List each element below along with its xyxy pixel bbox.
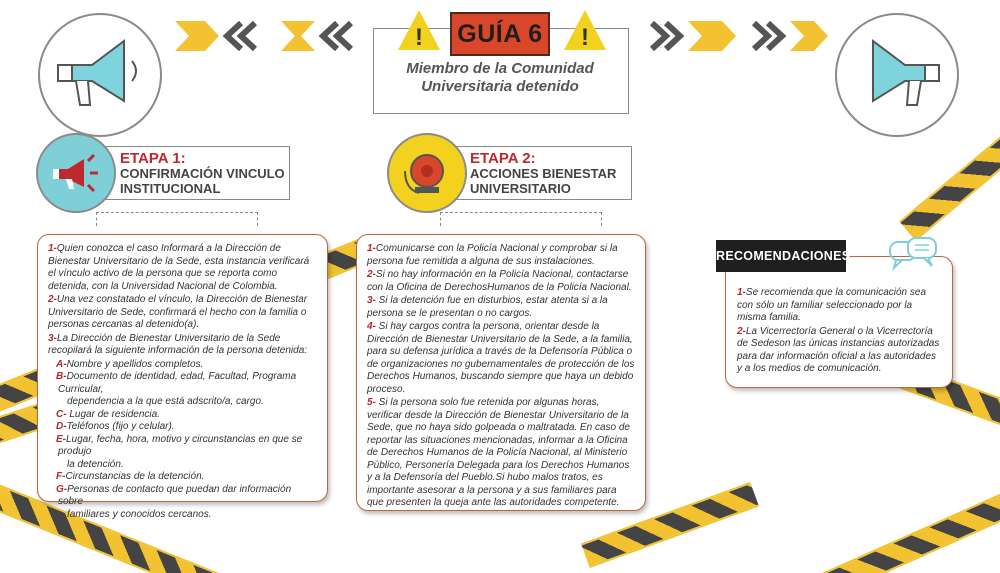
stage-2-name-line-2: UNIVERSITARIO — [470, 181, 571, 196]
stage-2-step-1: 1-Comunicarse con la Policía Nacional y comprobar si la persona fue remitida a alguna de sus instalaciones. — [367, 243, 618, 267]
stage-2-icon-badge — [387, 133, 467, 213]
stage-2-step-2: 2-Si no hay información en la Policía Nacional, contactarse con la Oficina de DerechosHumanos de la Policía Nacional. — [367, 269, 632, 293]
stage-1-name-line-2: INSTITUCIONAL — [120, 181, 221, 196]
megaphone-icon — [38, 135, 114, 211]
stage-1-name — [120, 166, 285, 196]
stage-1-content-card — [37, 234, 328, 520]
info-item-e: E-Lugar, fecha, hora, motivo y circunstancias en que se produjo — [56, 433, 303, 457]
info-item-g: G-Personas de contacto que puedan dar información sobre — [56, 483, 292, 507]
info-item-a: A-Nombre y apellidos completos. — [56, 358, 204, 370]
stage-2-name-line-1: ACCIONES BIENESTAR — [470, 166, 617, 181]
stage-2-step-3: 3- Si la detención fue en disturbios, estar atenta si a la persona se le presentan o no cargos. — [367, 295, 608, 319]
warning-triangle-icon — [562, 8, 608, 52]
caution-tape-bottom-right — [786, 483, 1000, 573]
info-item-c: C- Lugar de residencia. — [56, 408, 160, 420]
recommendation-2: 2-La Vicerrectoría General o la Vicerrectoría de Sedeson las únicas instancias autorizadas para dar información oficial a las autoridades y a los medios de comunicación. — [737, 325, 940, 374]
stage-1-icon-badge — [36, 133, 116, 213]
megaphone-icon — [40, 15, 160, 135]
warning-triangle-icon — [396, 8, 442, 52]
svg-text:!: ! — [415, 24, 423, 51]
info-item-b: B-Documento de identidad, edad, Facultad, Programa Curricular, — [56, 371, 297, 395]
stage-2-content-card — [356, 234, 646, 511]
stage-1-number: ETAPA 1: — [120, 150, 186, 167]
info-item-d: D-Teléfonos (fijo y celular). — [56, 421, 175, 432]
chevrons-left-icon — [175, 21, 355, 51]
stage-1-step-2: 2-Una vez constatado el vínculo, la Dirección de Bienestar Universitario de Sede, confirmará el hecho con la familia o personas cercanas al detenido(a). — [48, 294, 308, 330]
caution-tape-right-upper — [899, 125, 1000, 241]
stage-2-number: ETAPA 2: — [470, 150, 536, 167]
stage-2-step-5: 5- Si la persona solo fue retenida por algunas horas, verificar desde la Dirección de Bienestar Universitario de la Sede, que no haya sido golpeada o maltratada. En caso de reportar las situaciones mencionadas, informar a la Oficina de Derechos Humanos de la Policía Nacional, al Ministerio Público, Personería Delegada para los Derechos Humanos y a la Defensoría del Pueblo.Si hubo malos tratos, es importante asesorar a la persona y a sus familiares para que presenten la queja ante las autoridades competente. — [367, 397, 630, 508]
stage-2-step-4: 4- Si hay cargos contra la persona, orientar desde la Dirección de Bienestar Universitario de la Sede, a la familia, para su defensa jurídica a través de la Defensoría Pública o de organizaciones no gubernamentales de protección de los Derechos Humanos, buscando siempre que haya un debido proceso. — [367, 321, 635, 395]
alarm-bell-icon — [389, 135, 465, 211]
recommendations-title: RECOMENDACIONES — [716, 240, 846, 272]
info-item-b-cont: dependencia a la que está adscrito/a, cargo. — [67, 396, 264, 407]
guide-number-tag: GUÍA 6 — [450, 12, 550, 56]
stage-1-step-3: 3-La Dirección de Bienestar Universitario de la Sede recopilará la siguiente información de la persona detenida: — [48, 332, 308, 356]
svg-text:!: ! — [581, 24, 589, 51]
megaphone-badge-left — [38, 13, 162, 137]
stage-1-connector — [96, 212, 258, 226]
stage-1-name-line-1: CONFIRMACIÓN VINCULO — [120, 166, 285, 181]
subtitle-line-2: Universitaria detenido — [421, 78, 579, 95]
megaphone-icon — [837, 15, 957, 135]
info-item-g-cont: familiares y conocidos cercanos. — [67, 508, 212, 520]
info-item-e-cont: la detención. — [67, 458, 124, 470]
megaphone-badge-right — [835, 13, 959, 137]
guide-subtitle — [380, 60, 620, 96]
info-item-f: F-Circunstancias de la detención. — [56, 471, 205, 482]
chat-bubbles-icon — [888, 236, 940, 276]
stage-1-step-1: 1-Quien conozca el caso Informará a la Dirección de Bienestar Universitario de la Sede, esta instancia verificará el vínculo activo de la persona que se reporta como detenida, con la Universidad Nacional de Colombia. — [48, 243, 310, 292]
stage-2-name — [470, 166, 616, 196]
recommendation-1: 1-Se recomienda que la comunicación sea con sólo un familiar seleccionado por la misma familia. — [737, 287, 927, 323]
stage-2-connector — [440, 212, 602, 226]
chevrons-right-icon — [648, 21, 828, 51]
subtitle-line-1: Miembro de la Comunidad — [406, 60, 594, 77]
